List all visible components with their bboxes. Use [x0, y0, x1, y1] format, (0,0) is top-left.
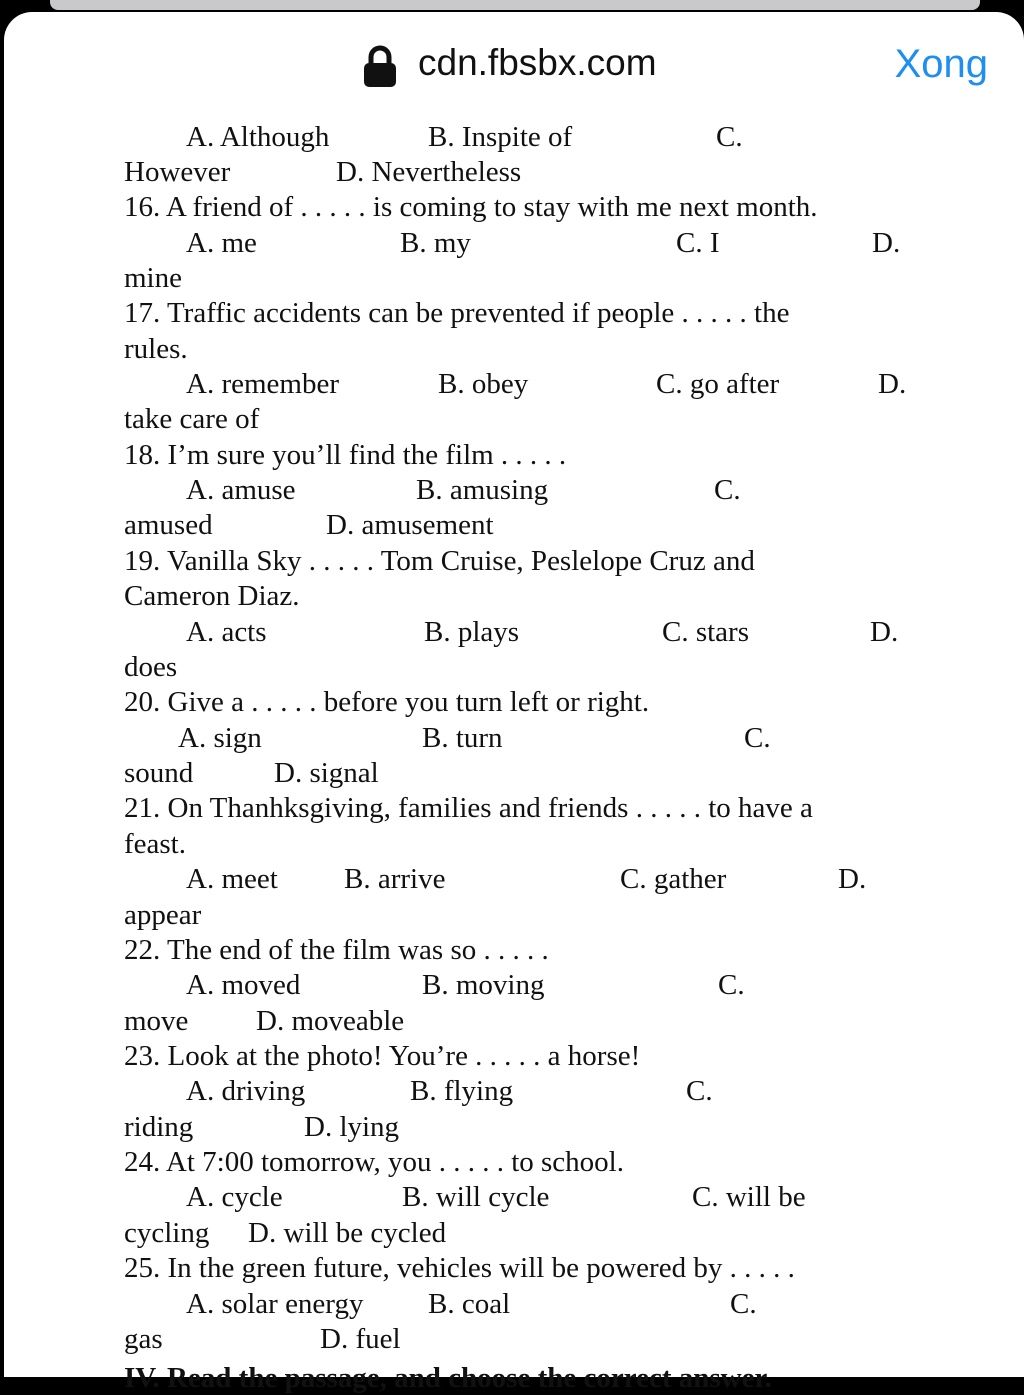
option-d-cont: take care of [124, 403, 260, 435]
option-c: C. [744, 722, 771, 754]
option-d: D. lying [304, 1111, 400, 1143]
question-17: 17. Traffic accidents can be prevented if people . . . . . the [124, 297, 790, 329]
option-c: C. [718, 969, 745, 1001]
option-d: D. [838, 863, 867, 895]
option-d: D. signal [274, 757, 379, 789]
question-19: 19. Vanilla Sky . . . . . Tom Cruise, Peslelope Cruz and [124, 545, 755, 577]
question-18: 18. I’m sure you’ll find the film . . . . . [124, 439, 567, 471]
question-23: 23. Look at the photo! You’re . . . . . a horse! [124, 1040, 641, 1072]
url-text: cdn.fbsbx.com [418, 42, 657, 83]
option-d: D. [878, 368, 907, 400]
option-c: C. stars [662, 616, 749, 648]
option-c: C. I [676, 227, 720, 259]
option-a: A. moved [186, 969, 301, 1001]
option-d: D. fuel [320, 1323, 401, 1355]
option-d-cont: does [124, 651, 178, 683]
option-d: D. moveable [256, 1005, 405, 1037]
option-c-cont: cycling [124, 1217, 210, 1249]
option-d-cont: mine [124, 262, 182, 294]
option-c-cont: move [124, 1005, 189, 1037]
option-c: C. [686, 1075, 713, 1107]
option-a: A. cycle [186, 1181, 283, 1213]
option-c: C. [714, 474, 741, 506]
option-d: D. [872, 227, 901, 259]
done-button[interactable]: Xong [894, 42, 988, 86]
question-17-cont: rules. [124, 333, 188, 365]
option-d: D. Nevertheless [336, 156, 522, 188]
option-c: C. will be [692, 1181, 806, 1213]
option-d-cont: appear [124, 899, 202, 931]
section-heading: IV. Read the passage, and choose the correct answer. [124, 1362, 772, 1394]
option-b: B. moving [422, 969, 545, 1001]
question-21: 21. On Thanhksgiving, families and friends . . . . . to have a [124, 792, 813, 824]
option-c-cont: However [124, 156, 231, 188]
option-c: C. [716, 121, 743, 153]
question-16: 16. A friend of . . . . . is coming to stay with me next month. [124, 191, 818, 223]
option-d: D. amusement [326, 509, 494, 541]
option-b: B. coal [428, 1288, 511, 1320]
option-b: B. flying [410, 1075, 514, 1107]
option-a: A. me [186, 227, 257, 259]
option-b: B. Inspite of [428, 121, 573, 153]
question-24: 24. At 7:00 tomorrow, you . . . . . to school. [124, 1146, 624, 1178]
background-sheet-edge [50, 0, 980, 10]
option-c: C. [730, 1288, 757, 1320]
option-d: D. [870, 616, 899, 648]
option-c-cont: amused [124, 509, 213, 541]
question-20: 20. Give a . . . . . before you turn left or right. [124, 686, 650, 718]
question-25: 25. In the green future, vehicles will be powered by . . . . . [124, 1252, 795, 1284]
option-b: B. plays [424, 616, 520, 648]
option-a: A. remember [186, 368, 339, 400]
option-b: B. amusing [416, 474, 549, 506]
option-a: A. solar energy [186, 1288, 364, 1320]
question-19-cont: Cameron Diaz. [124, 580, 300, 612]
option-b: B. turn [422, 722, 503, 754]
option-d: D. will be cycled [248, 1217, 447, 1249]
question-22: 22. The end of the film was so . . . . . [124, 934, 549, 966]
option-a: A. driving [186, 1075, 306, 1107]
option-a: A. amuse [186, 474, 296, 506]
option-c-cont: gas [124, 1323, 163, 1355]
option-b: B. will cycle [402, 1181, 550, 1213]
option-a: A. acts [186, 616, 267, 648]
viewer-sheet [4, 12, 1024, 1394]
option-a: A. meet [186, 863, 278, 895]
option-c-cont: riding [124, 1111, 194, 1143]
option-c: C. gather [620, 863, 727, 895]
option-b: B. my [400, 227, 471, 259]
option-a: A. sign [178, 722, 262, 754]
question-21-cont: feast. [124, 828, 186, 860]
option-c: C. go after [656, 368, 780, 400]
option-b: B. arrive [344, 863, 446, 895]
option-c-cont: sound [124, 757, 194, 789]
option-b: B. obey [438, 368, 529, 400]
option-a: A. Although [186, 121, 330, 153]
document-content [4, 12, 1024, 1394]
